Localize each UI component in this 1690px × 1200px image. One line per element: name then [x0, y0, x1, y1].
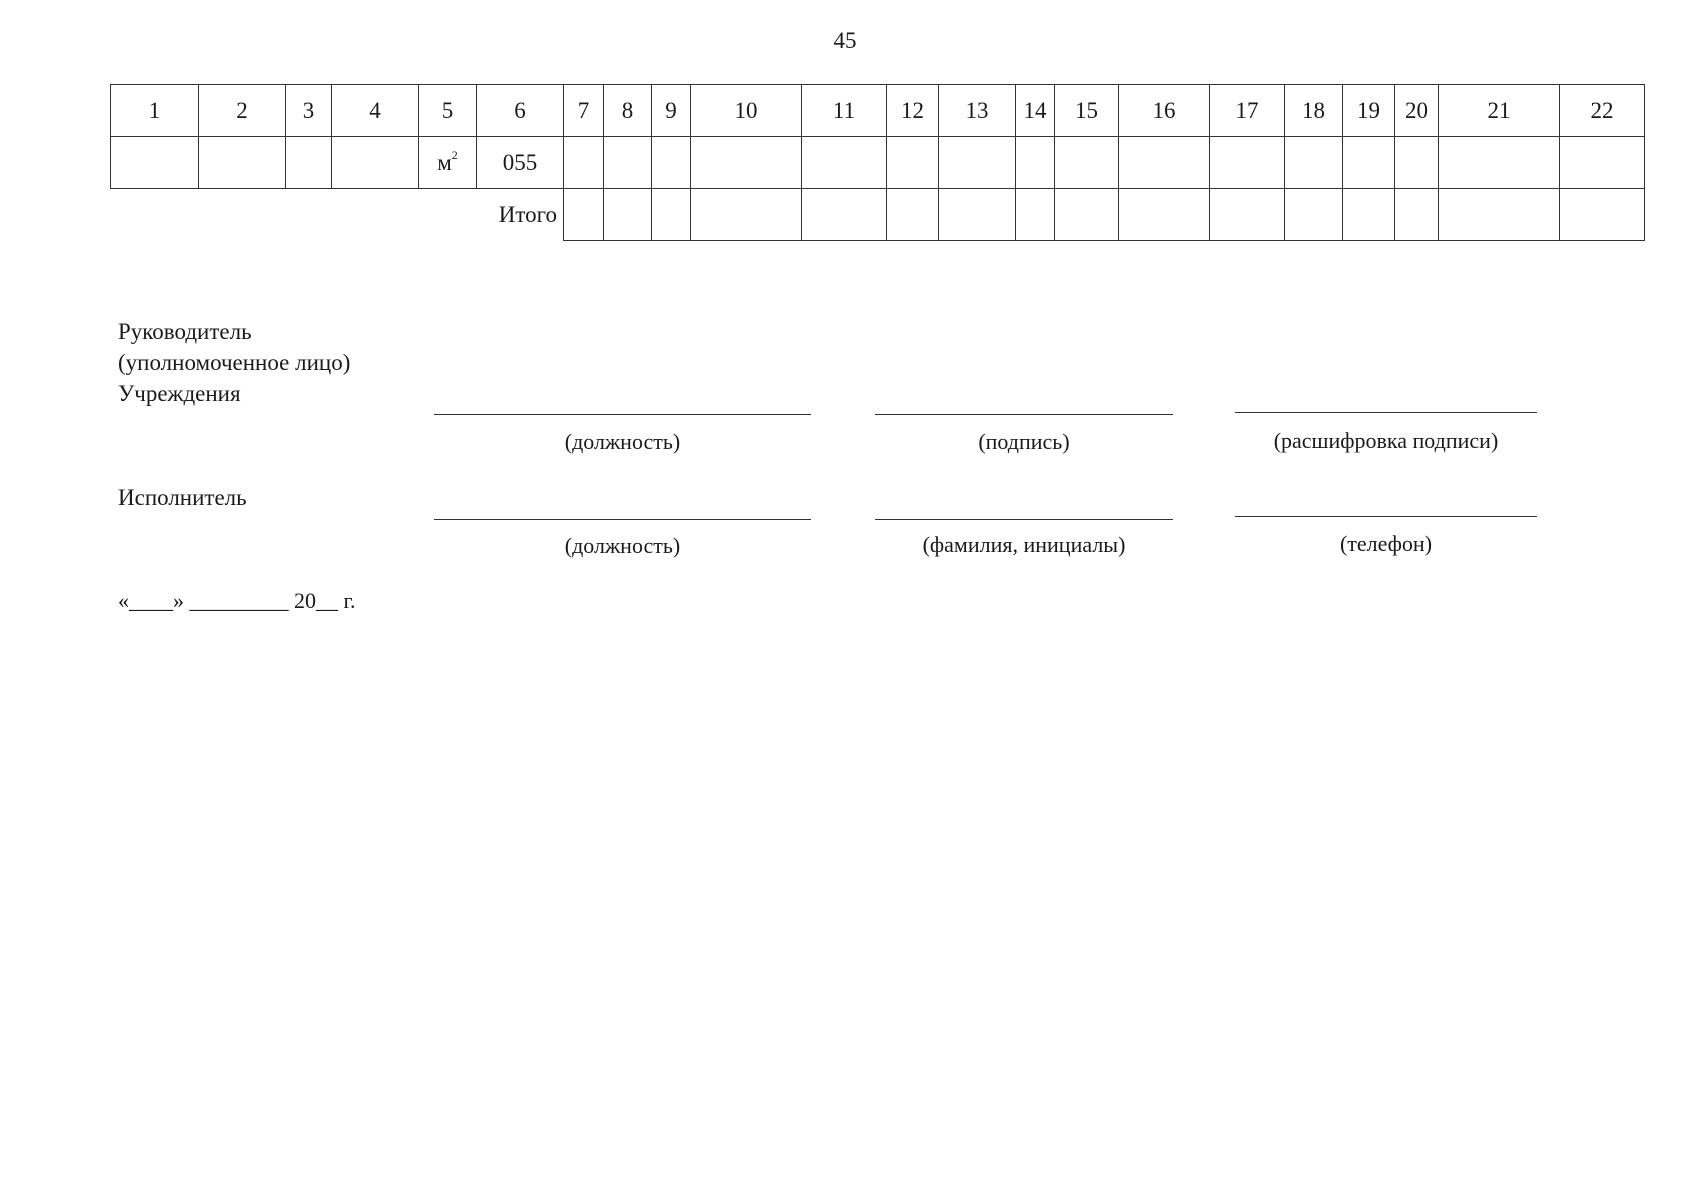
- table-cell[interactable]: [1560, 137, 1645, 189]
- table-cell[interactable]: [199, 137, 286, 189]
- column-number: 16: [1119, 85, 1210, 137]
- table-cell[interactable]: [332, 137, 419, 189]
- table-cell[interactable]: [802, 137, 887, 189]
- column-number: 9: [652, 85, 691, 137]
- unit-cell: [419, 137, 477, 189]
- date-line[interactable]: «____» _________ 20__ г.: [118, 588, 356, 613]
- column-number: 6: [477, 85, 564, 137]
- head-label-line: Руководитель: [118, 319, 252, 344]
- executor-name-line[interactable]: [875, 519, 1173, 520]
- table-cell[interactable]: [564, 137, 604, 189]
- total-cell[interactable]: [604, 189, 652, 241]
- table-cell[interactable]: [1055, 137, 1119, 189]
- column-number: 5: [419, 85, 477, 137]
- unit-superscript: 2: [451, 147, 458, 162]
- header-row: [111, 85, 1645, 137]
- column-number: 7: [564, 85, 604, 137]
- column-number: 8: [604, 85, 652, 137]
- table-cell[interactable]: [1343, 137, 1395, 189]
- total-cell[interactable]: [1439, 189, 1560, 241]
- table-cell[interactable]: [1119, 137, 1210, 189]
- table-cell[interactable]: [652, 137, 691, 189]
- column-number: 11: [802, 85, 887, 137]
- head-decoding-line[interactable]: [1235, 412, 1537, 413]
- total-row: [111, 189, 1645, 241]
- executor-label: Исполнитель: [118, 485, 247, 510]
- total-cell[interactable]: [1285, 189, 1343, 241]
- column-number: 21: [1439, 85, 1560, 137]
- total-cell[interactable]: [691, 189, 802, 241]
- empty-space: [286, 189, 332, 241]
- total-cell[interactable]: [802, 189, 887, 241]
- column-number: 2: [199, 85, 286, 137]
- column-number: 4: [332, 85, 419, 137]
- empty-space: [199, 189, 286, 241]
- head-position-line[interactable]: [434, 414, 811, 415]
- data-row: [111, 137, 1645, 189]
- total-cell[interactable]: [1210, 189, 1285, 241]
- table-cell[interactable]: [286, 137, 332, 189]
- page-number: 45: [833, 28, 857, 53]
- table-cell[interactable]: [1285, 137, 1343, 189]
- table-cell[interactable]: [1439, 137, 1560, 189]
- head-label-line: (уполномоченное лицо): [118, 350, 351, 375]
- total-cell[interactable]: [1055, 189, 1119, 241]
- column-number: 15: [1055, 85, 1119, 137]
- column-number: 20: [1395, 85, 1439, 137]
- column-number: 22: [1560, 85, 1645, 137]
- executor-position-caption: (должность): [564, 533, 681, 558]
- total-label: Итого: [477, 189, 564, 241]
- total-cell[interactable]: [1560, 189, 1645, 241]
- table-cell[interactable]: [691, 137, 802, 189]
- table-cell[interactable]: [887, 137, 939, 189]
- column-number: 1: [111, 85, 199, 137]
- column-number: 3: [286, 85, 332, 137]
- total-cell[interactable]: [1343, 189, 1395, 241]
- total-cell[interactable]: [1119, 189, 1210, 241]
- empty-space: [332, 189, 419, 241]
- unit-text: м: [437, 149, 452, 175]
- total-cell[interactable]: [564, 189, 604, 241]
- table-cell[interactable]: [939, 137, 1016, 189]
- executor-position-line[interactable]: [434, 519, 811, 520]
- empty-space: [111, 189, 199, 241]
- head-label-line: Учреждения: [118, 381, 241, 406]
- head-decoding-caption: (расшифровка подписи): [1273, 428, 1499, 453]
- column-number: 10: [691, 85, 802, 137]
- column-number: 13: [939, 85, 1016, 137]
- total-cell[interactable]: [1016, 189, 1055, 241]
- head-signature-caption: (подпись): [978, 429, 1070, 454]
- empty-space: [419, 189, 477, 241]
- report-table: [110, 84, 1645, 241]
- table-cell[interactable]: [604, 137, 652, 189]
- table-cell[interactable]: [1016, 137, 1055, 189]
- column-number: 18: [1285, 85, 1343, 137]
- column-number: 14: [1016, 85, 1055, 137]
- total-cell[interactable]: [887, 189, 939, 241]
- executor-phone-caption: (телефон): [1339, 531, 1433, 556]
- column-number: 17: [1210, 85, 1285, 137]
- table-cell[interactable]: [1210, 137, 1285, 189]
- executor-name-caption: (фамилия, инициалы): [922, 532, 1126, 557]
- table-cell[interactable]: [111, 137, 199, 189]
- code-cell: 055: [477, 137, 564, 189]
- total-cell[interactable]: [939, 189, 1016, 241]
- total-cell[interactable]: [1395, 189, 1439, 241]
- table-cell[interactable]: [1395, 137, 1439, 189]
- executor-phone-line[interactable]: [1235, 516, 1537, 517]
- head-signature-line[interactable]: [875, 414, 1173, 415]
- column-number: 12: [887, 85, 939, 137]
- head-label: [118, 316, 350, 409]
- head-position-caption: (должность): [564, 429, 681, 454]
- column-number: 19: [1343, 85, 1395, 137]
- total-cell[interactable]: [652, 189, 691, 241]
